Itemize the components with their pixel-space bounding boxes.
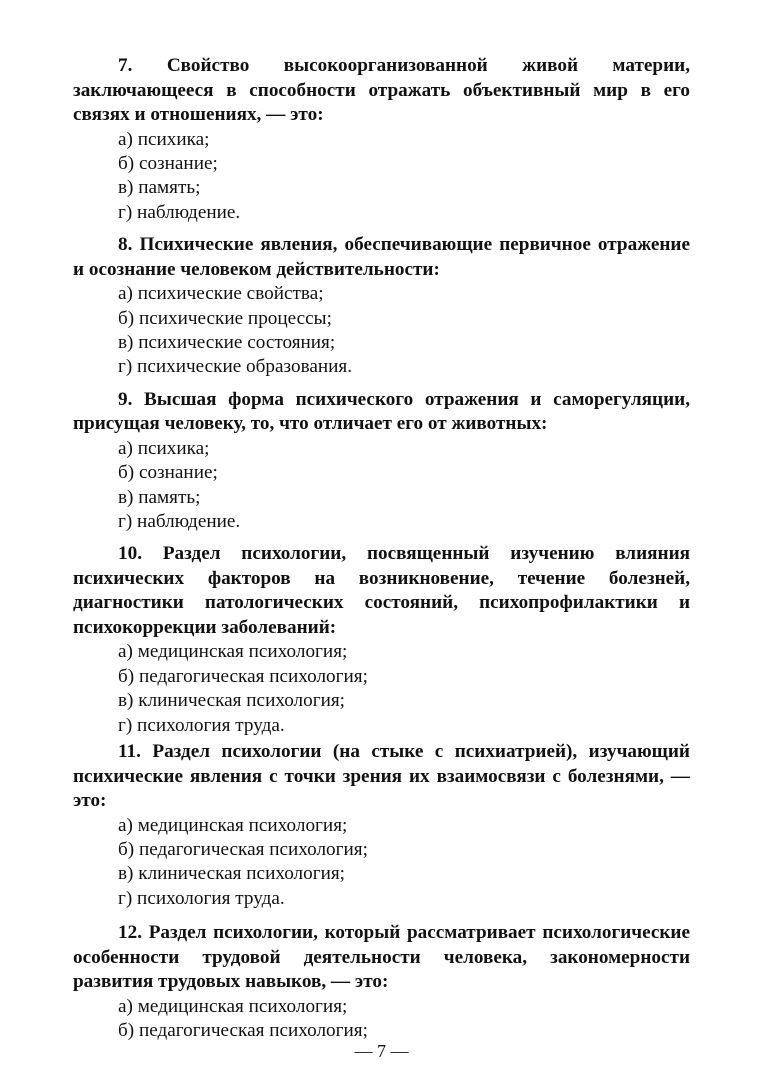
answer-option: в) память; — [118, 177, 201, 199]
answer-options — [73, 640, 690, 738]
answer-option: а) медицинская психология; — [118, 641, 348, 663]
question-12 — [73, 921, 690, 1043]
answer-option: а) медицинская психология; — [118, 995, 348, 1017]
answer-option: г) психология труда. — [118, 887, 285, 909]
answer-option: а) психика; — [118, 128, 210, 150]
answer-option: г) наблюдение. — [118, 201, 241, 223]
answer-option: б) сознание; — [118, 462, 218, 484]
question-text: 7. Свойство высокоорганизованной живой материи, заключающееся в способности отражать объективный мир в его связях и отношениях, — это: — [73, 55, 690, 125]
answer-option: г) наблюдение. — [118, 510, 241, 532]
question-text: 8. Психические явления, обеспечивающие первичное отражение и осознание человеком действительности: — [73, 234, 690, 280]
question-11 — [73, 740, 690, 911]
answer-option: б) психические процессы; — [118, 307, 332, 329]
answer-option: в) память; — [118, 486, 201, 508]
answer-option: а) медицинская психология; — [118, 814, 348, 836]
answer-options — [73, 995, 690, 1044]
question-text: 11. Раздел психологии (на стыке с психиатрией), изучающий психические явления с точки зрения их взаимосвязи с болезнями, — это: — [73, 741, 690, 811]
answer-option: б) педагогическая психология; — [118, 665, 368, 687]
answer-option: в) психические состояния; — [118, 331, 336, 353]
question-text: 10. Раздел психологии, посвященный изучению влияния психических факторов на возникновение, течение болезней, диагностики патологических состояний, психопрофилактики и психокоррекции заболеваний: — [73, 543, 690, 638]
question-9 — [73, 388, 690, 535]
answer-option: б) педагогическая психология; — [118, 838, 368, 860]
question-10 — [73, 542, 690, 738]
answer-option: г) психология труда. — [118, 714, 285, 736]
answer-option: б) сознание; — [118, 152, 218, 174]
answer-option: в) клиническая психология; — [118, 690, 345, 712]
answer-option: б) педагогическая психология; — [118, 1020, 368, 1042]
answer-option: в) клиническая психология; — [118, 863, 345, 885]
answer-option: г) психические образования. — [118, 356, 353, 378]
question-text: 12. Раздел психологии, который рассматривает психологические особенности трудовой деятельности человека, закономерности развития трудовых навыков, — это: — [73, 922, 690, 993]
answer-options — [73, 128, 690, 226]
answer-options — [73, 437, 690, 535]
document-page — [73, 54, 690, 1050]
answer-option: а) психические свойства; — [118, 283, 324, 305]
page-number: — 7 — — [354, 1041, 409, 1061]
question-8 — [73, 233, 690, 380]
answer-option: а) психика; — [118, 437, 210, 459]
answer-options — [73, 814, 690, 912]
question-7 — [73, 54, 690, 225]
question-text: 9. Высшая форма психического отражения и саморегуляции, присущая человеку, то, что отличает его от животных: — [73, 388, 690, 435]
answer-options — [73, 282, 690, 380]
